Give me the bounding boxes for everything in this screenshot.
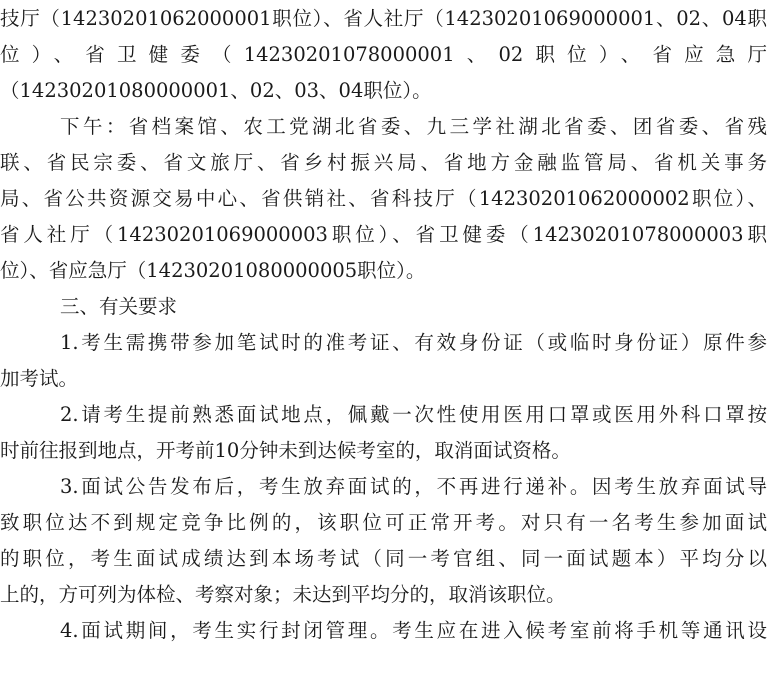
- text-line-13: 时前往报到地点，开考前10分钟未到达候考室的，取消面试资格。: [0, 439, 571, 462]
- text-line-10: 1.考生需携带参加笔试时的准考证、有效身份证（或临时身份证）原件参: [60, 331, 767, 354]
- text-line-5: 联、省民宗委、省文旅厅、省乡村振兴局、省地方金融监管局、省机关事务: [0, 151, 767, 174]
- text-line-16: 的职位，考生面试成绩达到本场考试（同一考官组、同一面试题本）平均分以: [0, 547, 767, 570]
- text-line-7: 省人社厅（14230201069000003职位）、省卫健委（14230201078000003职: [0, 223, 767, 246]
- text-line-3: （14230201080000001、02、03、04职位）。: [0, 79, 432, 102]
- text-line-8: 位）、省应急厅（14230201080000005职位）。: [0, 259, 426, 282]
- text-line-12: 2.请考生提前熟悉面试地点，佩戴一次性使用医用口罩或医用外科口罩按: [60, 403, 767, 426]
- text-line-11: 加考试。: [0, 367, 79, 390]
- text-line-1: 技厅（14230201062000001职位）、省人社厅（14230201069000001、02、04职: [0, 7, 767, 30]
- text-line-4: 下午：省档案馆、农工党湖北省委、九三学社湖北省委、团省委、省残: [60, 115, 767, 138]
- text-line-2: 位）、省卫健委（14230201078000001、02职位）、省应急厅: [0, 43, 767, 66]
- text-line-6: 局、省公共资源交易中心、省供销社、省科技厅（14230201062000002职位）、: [0, 187, 767, 210]
- text-line-17: 上的，方可列为体检、考察对象；未达到平均分的，取消该职位。: [0, 583, 566, 606]
- text-line-18: 4.面试期间，考生实行封闭管理。考生应在进入候考室前将手机等通讯设: [60, 619, 767, 642]
- text-line-15: 致职位达不到规定竞争比例的，该职位可正常开考。对只有一名考生参加面试: [0, 511, 767, 534]
- section-heading: 三、有关要求: [60, 295, 178, 318]
- text-line-14: 3.面试公告发布后，考生放弃面试的，不再进行递补。因考生放弃面试导: [60, 475, 767, 498]
